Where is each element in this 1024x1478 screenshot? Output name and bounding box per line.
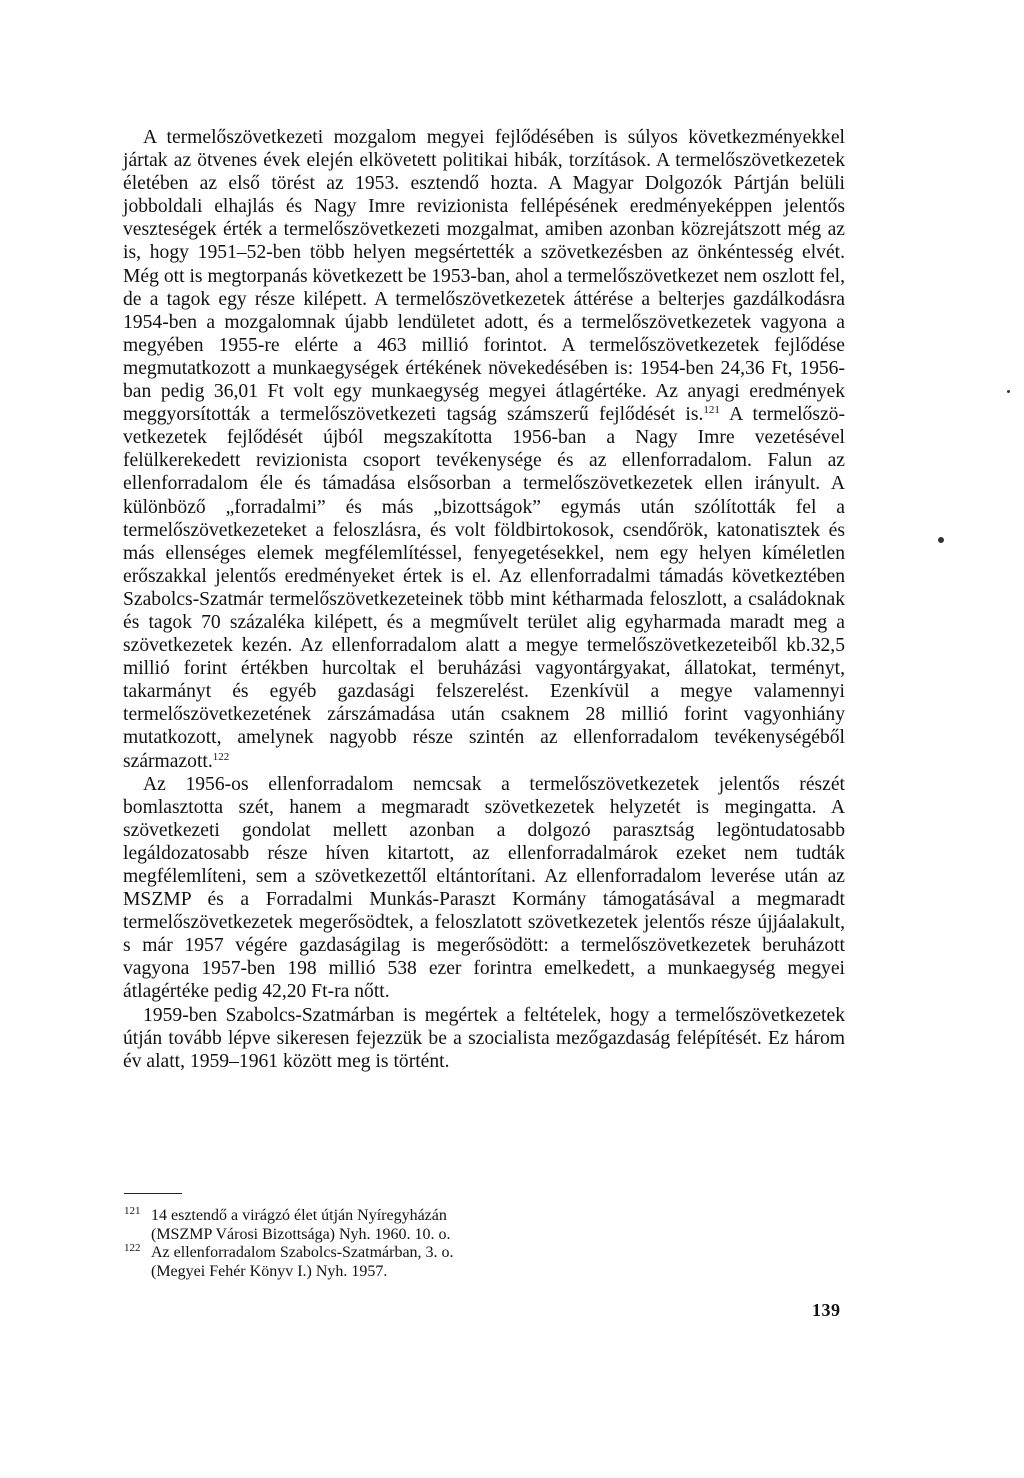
- scan-speck: [1007, 390, 1010, 393]
- paragraph-3-text: 1959-ben Szabolcs-Szatmárban is megértek a feltételek, hogy a termelőszövetkezetek útján tovább lépve sikeresen fejezzük be a szocialista mezőgazdaság felépítését. Ez három év alatt, 1959–1961 között meg is történt.: [123, 1004, 845, 1072]
- paragraph-2: [123, 773, 845, 1004]
- paragraph-3: [123, 1004, 845, 1073]
- footnote-separator: [124, 1193, 182, 1194]
- footnote-122: [124, 1244, 624, 1281]
- footnote-ref-121[interactable]: 121: [703, 404, 720, 417]
- paragraph-2-text: Az 1956-os ellenforradalom nemcsak a termelőszövetkezetek jelentős részét bomlasztotta szét, hanem a megmaradt szövetkezetek helyzetét is megingatta. A szövetkezeti gondolat mellett azonban a dolgozó parasztság legöntudatosabb legáldozatosabb része híven kitartott, az ellenforradalmárok ezeket nem tudták megfélemlíteni, sem a szövetkezettől eltántorítani. Az ellenforradalom leverése után az MSZMP és a Forradalmi Munkás-Paraszt Kormány támogatásával a megmaradt termelőszövetkezetek megerősödtek, a feloszlatott szövetkezetek jelentős része újjáalakult, s már 1957 végére gazdaságilag is megerősödött: a termelőszövetkezetek beruházott vagyona 1957-ben 198 millió 538 ezer forintra emelkedett, a munkaegység megyei átlagértéke pedig 42,20 Ft-ra nőtt.: [123, 773, 845, 1003]
- footnote-number: 122: [124, 1242, 141, 1254]
- footnote-line: 14 esztendő a virágzó élet útján Nyíregyházán: [151, 1207, 447, 1224]
- page-number: 139: [812, 1300, 841, 1320]
- footnote-line: (MSZMP Városi Bizottsága) Nyh. 1960. 10. o.: [151, 1225, 451, 1243]
- paragraph-1-text-b: A termelőszövetkezetek fejlődését újból megszakította 1956-ban a Nagy Imre vezetésével felülkerekedett revizionista csoport tevékenysége és az ellenforradalom. Falun az ellenforradalom éle és támadása elsősorban a termelőszövetkezetek ellen irányult. A különböző „forradalmi” és más „bizottságok” egymás után szólították fel a termelőszövetkezeteket a feloszlásra, és volt földbirtokosok, csendőrök, katonatisztek és más ellenséges elemek megfélemlítéssel, fenyegetésekkel, nem egy helyen kíméletlen erőszakkal jelentős eredményeket értek is el. Az ellenforradalmi támadás következtében Szabolcs-Szatmár termelőszövetkezeteinek több mint kétharmada feloszlott, a családoknak és tagok 70 százaléka kilépett, és a megművelt terület alig egyharmada maradt meg a szövetkezetek kezén. Az ellenforradalom alatt a megye termelőszövetkezeteiből kb.32,5 millió forint értékben hurcoltak el beruházási vagyontárgyakat, állatokat, terményt, takarmányt és egyéb gazdasági felszerelést. Ezenkívül a megye valamennyi termelőszövetkezetének zárszámadása után csaknem 28 millió forint vagyonhiány mutatkozott, amelynek nagyobb része szintén az ellenforradalom tevékenységéből származott.: [123, 404, 845, 772]
- footnotes: [124, 1207, 624, 1281]
- footnote-line: (Megyei Fehér Könyv I.) Nyh. 1957.: [151, 1262, 388, 1280]
- footnote-number: 121: [124, 1205, 141, 1217]
- scan-speck: [938, 537, 944, 543]
- footnote-line: Az ellenforradalom Szabolcs-Szatmárban, 3. o.: [151, 1244, 454, 1261]
- paragraph-1: [123, 126, 845, 773]
- body-text: [123, 126, 845, 1073]
- footnote-ref-122[interactable]: 122: [212, 750, 230, 763]
- footnote-121: [124, 1207, 624, 1244]
- paragraph-1-text-a: A termelőszövetkezeti mozgalom megyei fejlődésében is súlyos következményekkel jártak az ötvenes évek elején elkövetett politikai hibák, torzítások. A termelőszövetkezetek életében az első törést az 1953. esztendő hozta. A Magyar Dolgozók Pártján belüli jobboldali elhajlás és Nagy Imre revizionista fellépésének eredményeképpen jelentős veszteségek érték a termelőszövetkezeti mozgalmat, amiben azonban közrejátszott még az is, hogy 1951–52-ben több helyen megsértették a szövetkezésben az önkéntesség elvét. Még ott is megtorpanás következett be 1953-ban, ahol a termelőszövetkezet nem oszlott fel, de a tagok egy része kilépett. A termelőszövetkezetek áttérése a belterjes gazdálkodásra 1954-ben a mozgalomnak újabb lendületet adott, és a termelőszövetkezetek vagyona a megyében 1955-re elérte a 463 millió forintot. A termelőszövetkezetek fejlődése megmutatkozott a munkaegységek értékének növekedésében is: 1954-ben 24,36 Ft, 1956-ban pedig 36,01 Ft volt egy munkaegység megyei átlagértéke. Az anyagi eredmények meggyorsították a termelőszövetkezeti tagság számszerű fejlődését is.: [123, 127, 845, 426]
